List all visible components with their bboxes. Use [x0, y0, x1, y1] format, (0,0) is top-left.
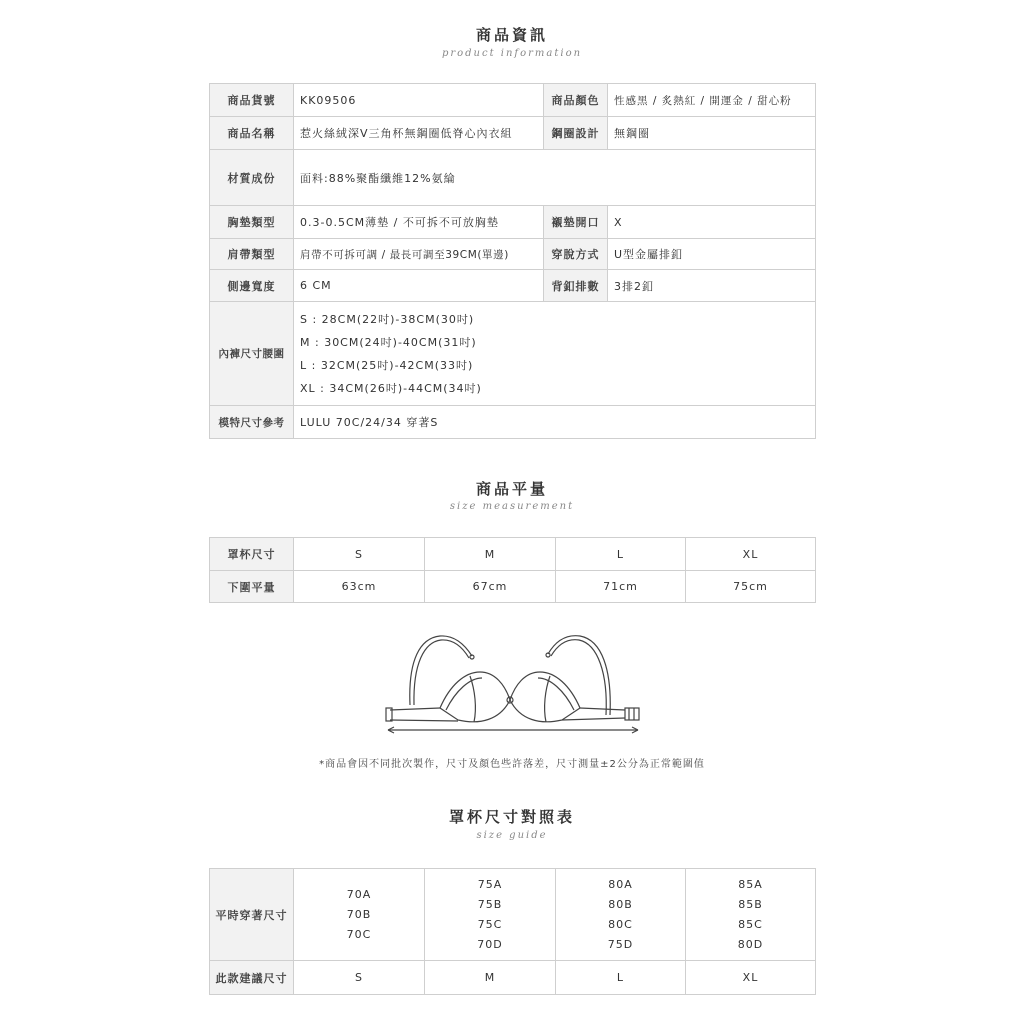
panty-size-l: L : 32CM(25吋)-42CM(33吋)	[300, 358, 474, 372]
material-value: 面料:88%聚酯纖維12%氨綸	[294, 150, 816, 206]
wire-label: 鋼圈設計	[544, 117, 608, 150]
info-table	[209, 83, 816, 439]
name-value: 惹火絲絨深V三角杯無鋼圈低脊心內衣組	[294, 117, 544, 150]
cup-75a: 75A	[477, 877, 503, 891]
size-s: S	[294, 538, 425, 571]
cup-size-label: 罩杯尺寸	[210, 538, 294, 571]
usual-size-col-m	[425, 869, 556, 961]
opening-value: X	[608, 206, 816, 239]
cup-80d: 80D	[737, 937, 764, 951]
usual-size-col-l	[556, 869, 686, 961]
size-m: M	[425, 538, 556, 571]
measure-table	[209, 537, 816, 603]
side-label: 側邊寬度	[210, 270, 294, 302]
underbust-l: 71cm	[556, 571, 686, 603]
wear-label: 穿脫方式	[544, 239, 608, 270]
material-label: 材質成份	[210, 150, 294, 206]
underbust-label: 下圍平量	[210, 571, 294, 603]
cup-80c: 80C	[608, 917, 633, 931]
cup-85a: 85A	[738, 877, 763, 891]
size-xl: XL	[686, 538, 816, 571]
cup-80a: 80A	[608, 877, 633, 891]
opening-label: 襯墊開口	[544, 206, 608, 239]
measure-subtitle: size measurement	[449, 501, 575, 512]
cup-85b: 85B	[738, 897, 763, 911]
disclaimer-note: *商品會因不同批次製作，尺寸及顏色些許落差，尺寸測量±2公分為正常範圍值	[319, 759, 705, 770]
cup-85c: 85C	[738, 917, 763, 931]
recommend-s: S	[294, 961, 425, 995]
underbust-xl: 75cm	[686, 571, 816, 603]
model-value: LULU 70C/24/34 穿著S	[294, 406, 816, 439]
guide-subtitle: size guide	[476, 830, 548, 841]
wire-value: 無鋼圈	[608, 117, 816, 150]
hooks-value: 3排2釦	[608, 270, 816, 302]
sku-label: 商品貨號	[210, 84, 294, 117]
cup-70c: 70C	[346, 927, 372, 941]
hooks-label: 背釦排數	[544, 270, 608, 302]
recommend-label: 此款建議尺寸	[210, 961, 294, 995]
info-title: 商品資訊	[475, 26, 548, 44]
pad-value: 0.3-0.5CM薄墊 / 不可拆不可放胸墊	[294, 206, 544, 239]
cup-75d: 75D	[607, 937, 634, 951]
usual-size-col-s	[294, 869, 425, 961]
panty-values	[294, 302, 816, 406]
recommend-l: L	[556, 961, 686, 995]
guide-table	[209, 868, 816, 995]
usual-size-col-xl	[686, 869, 816, 961]
panty-size-m: M : 30CM(24吋)-40CM(31吋)	[300, 335, 477, 349]
info-subtitle: product information	[441, 48, 583, 59]
underbust-s: 63cm	[294, 571, 425, 603]
panty-size-xl: XL : 34CM(26吋)-44CM(34吋)	[300, 381, 482, 395]
sku-value: KK09506	[294, 84, 544, 117]
name-label: 商品名稱	[210, 117, 294, 150]
side-value: 6 CM	[294, 270, 544, 302]
pad-label: 胸墊類型	[210, 206, 294, 239]
bra-diagram-icon	[380, 630, 650, 740]
color-value: 性感黑 / 炙熱紅 / 開運金 / 甜心粉	[608, 84, 816, 117]
usual-size-label: 平時穿著尺寸	[210, 869, 294, 961]
recommend-m: M	[425, 961, 556, 995]
wear-value: U型金屬排釦	[608, 239, 816, 270]
color-label: 商品顏色	[544, 84, 608, 117]
size-l: L	[556, 538, 686, 571]
guide-title: 罩杯尺寸對照表	[448, 808, 575, 826]
panty-size-s: S : 28CM(22吋)-38CM(30吋)	[300, 312, 475, 326]
underbust-m: 67cm	[425, 571, 556, 603]
cup-75b: 75B	[477, 897, 503, 911]
strap-label: 肩帶類型	[210, 239, 294, 270]
cup-70d: 70D	[477, 937, 503, 951]
cup-70a: 70A	[346, 887, 372, 901]
cup-80b: 80B	[608, 897, 633, 911]
strap-value: 肩帶不可拆可調 / 最長可調至39CM(單邊)	[294, 239, 544, 270]
model-label: 模特尺寸參考	[210, 406, 294, 439]
cup-70b: 70B	[346, 907, 372, 921]
panty-label: 內褲尺寸腰圍	[210, 302, 294, 406]
recommend-xl: XL	[686, 961, 816, 995]
cup-75c: 75C	[477, 917, 503, 931]
measure-title: 商品平量	[475, 480, 548, 498]
